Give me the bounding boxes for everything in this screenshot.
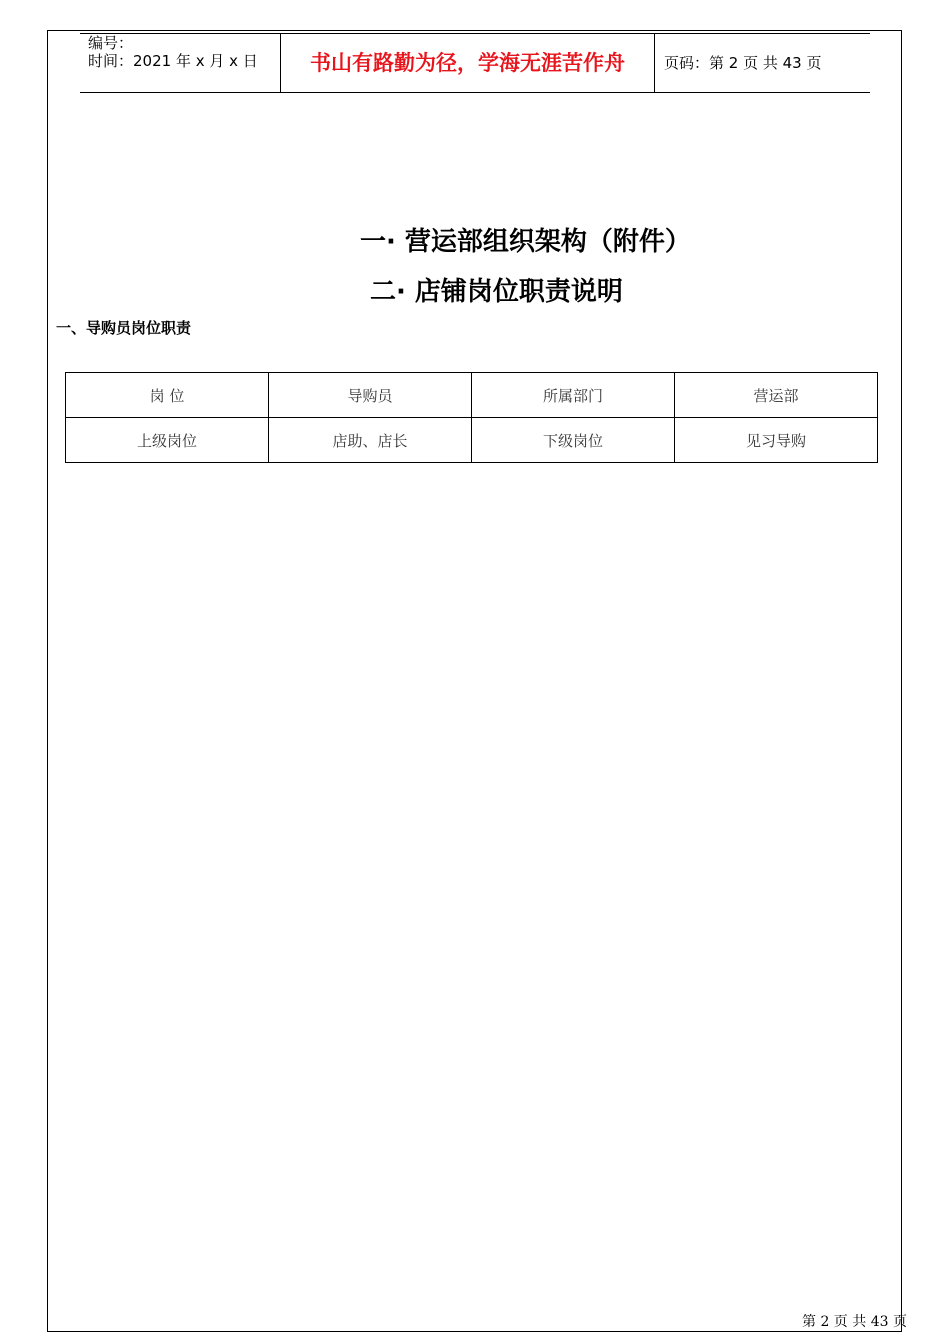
table-row — [66, 373, 878, 418]
document-number-label: 编号： — [88, 34, 134, 52]
table-row — [66, 418, 878, 463]
job-info-table — [65, 372, 878, 463]
page-footer: 第 2 页 共 43 页 — [802, 1314, 907, 1330]
table-cell: 所属部门 — [472, 373, 675, 418]
header-page-number: 页码：第 2 页 共 43 页 — [664, 54, 822, 72]
header-motto: 书山有路勤为径，学海无涯苦作舟 — [281, 34, 655, 92]
document-date: 时间：2021 年 x 月 x 日 — [88, 52, 258, 70]
table-cell: 见习导购 — [675, 418, 878, 463]
section-title: 一、导购员岗位职责 — [56, 319, 192, 337]
table-cell: 下级岗位 — [472, 418, 675, 463]
heading-job-descriptions: 二· 店铺岗位职责说明 — [370, 277, 623, 307]
header-meta-cell — [80, 34, 281, 92]
table-cell: 岗 位 — [66, 373, 269, 418]
table-cell: 营运部 — [675, 373, 878, 418]
table-cell: 上级岗位 — [66, 418, 269, 463]
table-cell: 店助、店长 — [269, 418, 472, 463]
page-header — [80, 33, 870, 93]
heading-org-structure: 一· 营运部组织架构（附件） — [360, 227, 691, 257]
table-cell: 导购员 — [269, 373, 472, 418]
